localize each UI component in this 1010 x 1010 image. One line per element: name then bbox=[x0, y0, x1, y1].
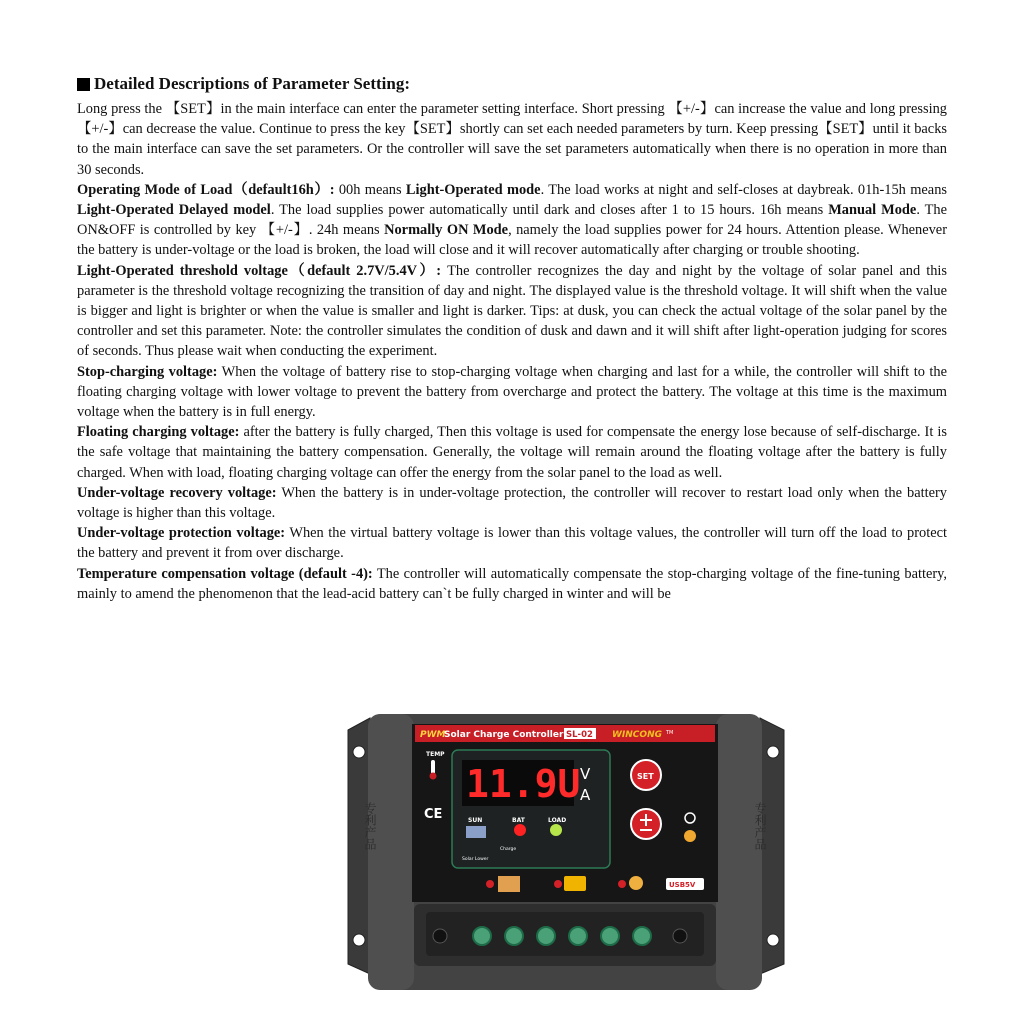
unit-v: V bbox=[580, 765, 591, 783]
temperature-text: The controller will automatically compensate the stop-charging voltage of the fine-tuning battery, mainly to amend the phenomenon that the lead-acid battery can`t be fully charged in winter and will be bbox=[77, 565, 947, 602]
solar-plus-marker bbox=[486, 880, 494, 888]
terminal-screw[interactable] bbox=[601, 927, 619, 945]
terminal-screw[interactable] bbox=[633, 927, 651, 945]
floating-charging-paragraph bbox=[77, 422, 947, 483]
terminal-screw[interactable] bbox=[505, 927, 523, 945]
section-heading bbox=[77, 74, 947, 94]
solar-terminal-icon bbox=[498, 876, 520, 892]
left-mount-screw bbox=[433, 929, 447, 943]
load-label: LOAD bbox=[548, 817, 567, 824]
bulb-icon bbox=[684, 830, 696, 842]
controller-title: Solar Charge Controller bbox=[444, 730, 564, 740]
trademark-label: TM bbox=[666, 730, 674, 736]
usb-label: USB5V bbox=[669, 881, 696, 889]
unit-a: A bbox=[580, 786, 591, 804]
recovery-paragraph bbox=[77, 483, 947, 523]
mode-bold-1: Light-Operated mode bbox=[405, 181, 541, 198]
threshold-label: Light-Operated threshold voltage（default 2.7V/5.4V）: bbox=[77, 262, 442, 279]
document bbox=[77, 74, 947, 604]
intro-paragraph: Long press the 【SET】in the main interface can enter the parameter setting interface. Short pressing 【+/-】can increase the value and long pressing【+/-】can decrease the value. Continue to press the key【SET】shortly can set each needed parameters by turn. Keep pressing【SET】until it backs to the main interface can save the set parameters. Or the controller will save the set parameters automatically when there is no operation in more than 30 seconds. bbox=[77, 101, 947, 178]
recovery-text: When the battery is in under-voltage protection, the controller will recover to restart load only when the battery voltage is higher than this voltage. bbox=[77, 484, 947, 522]
battery-plus-marker bbox=[554, 880, 562, 888]
load-plus-marker bbox=[618, 880, 626, 888]
mode-bold-2: Light-Operated Delayed model bbox=[77, 202, 271, 219]
right-side-characters: 专利产品 bbox=[753, 802, 767, 850]
pwm-label: PWM bbox=[420, 730, 446, 740]
black-square-icon bbox=[77, 78, 90, 91]
right-mount-screw bbox=[673, 929, 687, 943]
mode-text-5: , namely the load supplies power for 24 hours. Attention please. Whenever the battery is under-voltage or the load is broken, the load will close and it will recover automatically after charging or trouble shooting. bbox=[77, 222, 947, 259]
bat-label: BAT bbox=[512, 817, 525, 824]
protection-label: Under-voltage protection voltage: bbox=[77, 525, 286, 542]
thermometer-icon bbox=[431, 760, 435, 774]
temperature-paragraph bbox=[77, 564, 947, 604]
mode-text-1: 00h means bbox=[334, 181, 406, 198]
solar-lower-label: Solar Lower bbox=[462, 857, 489, 862]
protection-text: When the virtual battery voltage is lower than this voltage values, the controller will turn off the load to protect the battery and prevent it from over discharge. bbox=[77, 525, 948, 562]
mode-text-4: . The ON&OFF is controlled by key 【+/-】. 24h means bbox=[77, 202, 948, 239]
floating-charging-text: after the battery is fully charged, Then this voltage is used for compensate the energy lose because of self-discharge. It is the safe voltage that maintaining the battery compensation. Generally, the voltage will remain around the floating voltage after the battery is fully charged. When with load, floating charging voltage can offer the energy from the solar panel to the load as well. bbox=[77, 424, 948, 481]
load-status-led bbox=[550, 824, 562, 836]
ce-mark: CE bbox=[424, 807, 443, 822]
stop-charging-paragraph bbox=[77, 362, 947, 423]
threshold-text: The controller recognizes the day and night by the voltage of solar panel and this parameter is the threshold voltage recognizing the transition of day and night. The displayed value is the threshold voltage. It will shift when the value is bigger and light is brighter or when the value is smaller and light is darker. Tips: at dusk, you can check the actual voltage of the solar panel by the controller and set this parameter. Note: the controller simulates the condition of dusk and dawn and it will shift after light-operation judging for scores of seconds. Thus please wait when conducting the experiment. bbox=[77, 262, 947, 360]
terminal-screw[interactable] bbox=[537, 927, 555, 945]
mode-bold-4: Normally ON Mode bbox=[384, 222, 509, 239]
solar-panel-icon bbox=[466, 826, 486, 838]
stop-charging-text: When the voltage of battery rise to stop-charging voltage when charging and last for a while, the controller will shift to the floating charging voltage with lower voltage to prevent the battery from overcharge and protect the battery. The voltage at this time is the maximum voltage when the battery is in full energy. bbox=[77, 363, 947, 421]
sun-label: SUN bbox=[468, 817, 483, 824]
temp-label: TEMP bbox=[426, 751, 445, 758]
terminal-screw[interactable] bbox=[569, 927, 587, 945]
battery-status-led bbox=[514, 824, 526, 836]
threshold-paragraph bbox=[77, 261, 947, 362]
floating-charging-label: Floating charging voltage: bbox=[77, 424, 240, 441]
model-label: SL-02 bbox=[566, 730, 593, 740]
temperature-label: Temperature compensation voltage (default -4): bbox=[77, 565, 373, 582]
voltage-reading: 11.9U bbox=[466, 762, 581, 806]
solar-charge-controller-photo bbox=[340, 712, 790, 997]
load-terminal-bulb-icon bbox=[629, 876, 643, 890]
mode-label: Operating Mode of Load（default16h）: bbox=[77, 181, 335, 198]
protection-paragraph bbox=[77, 523, 947, 563]
charge-label: Charge bbox=[500, 847, 517, 852]
mode-text-3: . The load supplies power automatically until dark and closes after 1 to 15 hours. 16h means bbox=[270, 202, 829, 219]
stop-charging-label: Stop-charging voltage: bbox=[77, 363, 218, 380]
terminal-screw[interactable] bbox=[473, 927, 491, 945]
mode-text-2: . The load works at night and self-closes at daybreak. 01h-15h means bbox=[540, 181, 947, 198]
set-button-label: SET bbox=[637, 772, 654, 781]
left-side-characters: 专利产品 bbox=[363, 802, 377, 850]
mode-bold-3: Manual Mode bbox=[828, 202, 917, 219]
heading-text: Detailed Descriptions of Parameter Setting: bbox=[94, 74, 410, 93]
mode-paragraph bbox=[77, 180, 947, 261]
recovery-label: Under-voltage recovery voltage: bbox=[77, 484, 277, 501]
brand-label: WINCONG bbox=[612, 730, 662, 740]
battery-terminal-icon bbox=[564, 876, 586, 891]
